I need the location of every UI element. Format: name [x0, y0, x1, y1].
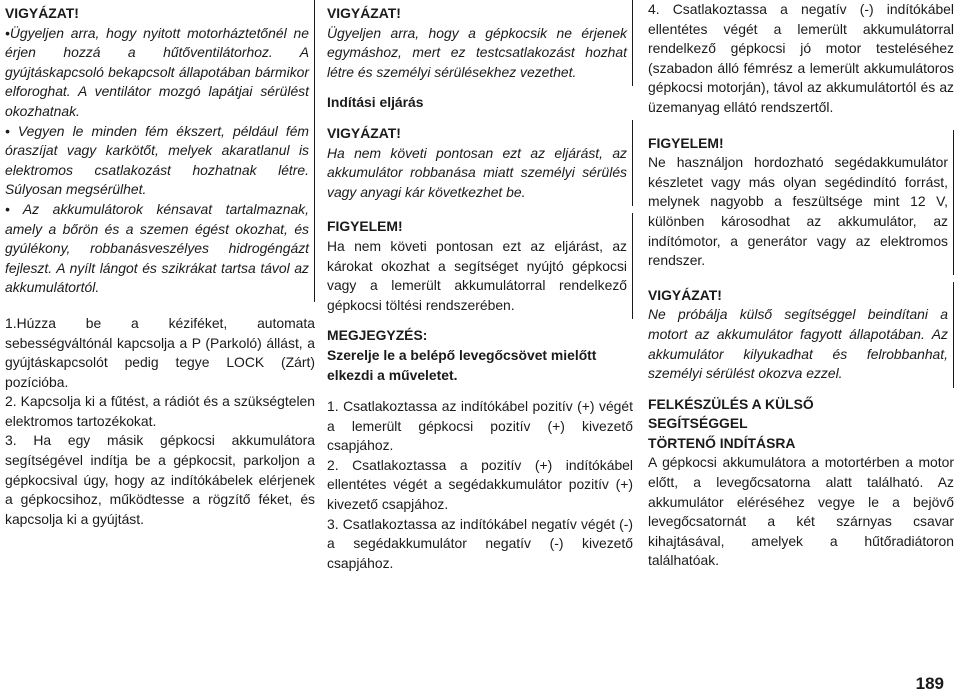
warning-text: Ne próbálja külső segítséggel beindítani a motort az akkumulátor fagyott állapotában. Az akkumulátor kilyukadhat és felrobbanhat, személyi sérülést okozva ezzel.	[648, 306, 948, 382]
warning-text: Ha nem követi pontosan ezt az eljárást, az akkumulátor robbanása miatt személyi sérülés vagy anyagi kár következhet be.	[327, 144, 627, 200]
caution-heading: FIGYELEM!	[327, 218, 403, 235]
step-1: 1. Csatlakoztassa az indítókábel pozitív (+) végét a lemerült gépkocsi pozitív (+) kivezető csapjához.	[327, 398, 633, 454]
warning-heading: VIGYÁZAT!	[327, 124, 401, 141]
page-number: 189	[915, 674, 944, 693]
note-text: Szerelje le a belépő levegőcsövet mielőtt elkezdi a műveletet.	[327, 346, 597, 383]
section-heading-line: FELKÉSZÜLÉS A KÜLSŐ	[648, 395, 814, 412]
section-heading-line: SEGÍTSÉGGEL	[648, 415, 748, 432]
warning-heading: VIGYÁZAT!	[648, 286, 722, 303]
section-heading-line: TÖRTENŐ INDÍTÁSRA	[648, 434, 796, 451]
warning-text: Ügyeljen arra, hogy a gépkocsik ne érjenek egymáshoz, mert ez testcsatlakozást hozhat létre és személyi sérülésekhez vezethet.	[327, 24, 627, 80]
step-2: 2. Kapcsolja ki a fűtést, a rádiót és a szükségtelen elektromos tartozékokat.	[5, 393, 315, 429]
caution-text: Ne használjon hordozható segédakkumulátor készletet vagy más olyan segédindító forrást, melynek nagyobb a feszültsége mint 12 V, különben károsodhat az akkumulátor, az indítómotor, a generátor vagy az elektromos rendszer.	[648, 154, 948, 269]
step-4: 4. Csatlakoztassa a negatív (-) indítókábel ellentétes végét a lemerült akkumulátorral rendelkező gépkocsi jó motor testeléséhez (szabadon álló fémrész a lemerült akkumulátoros gépkocsi motorján), távol az akkumulátortól és az üzemanyag ellátó rendszertől.	[648, 1, 954, 115]
column-middle	[327, 0, 633, 573]
caution-box	[327, 213, 633, 319]
step-2: 2. Csatlakoztassa a pozitív (+) indítókábel ellentétes végét a segédakkumulátor pozitív (+) kivezető csapjához.	[327, 456, 633, 513]
section-heading: Indítási eljárás	[327, 94, 424, 111]
step-1: 1.Húzza be a kéziféket, automata sebességváltónál kapcsolja a P (Parkoló) állást, a gyújtáskapcsolót pedig tegye LOCK (Zárt) pozícióba.	[5, 314, 315, 390]
body-text: A gépkocsi akkumulátora a motortérben a motor előtt, a levegőcsatorna alatt található. Az akkumulátor eléréséhez vegye le a bejövő levegőcsatornát a két szárnyas csavar kihajtásával, amelyek a hűtőradiátoron találhatóak.	[648, 454, 954, 569]
warning-heading: VIGYÁZAT!	[5, 5, 79, 21]
note-heading: MEGJEGYZÉS:	[327, 327, 428, 344]
caution-heading: FIGYELEM!	[648, 134, 724, 151]
warning-heading: VIGYÁZAT!	[327, 5, 401, 21]
column-left	[5, 0, 315, 529]
caution-box	[648, 130, 954, 275]
warning-box	[648, 282, 954, 388]
warning-box	[327, 0, 633, 86]
warning-item: •Ügyeljen arra, hogy nyitott motorháztetőnél ne érjen hozzá a hűtőventilátorhoz. A gyújtáskapcsoló bekapcsolt állapotában bármikor elforoghat. A ventilátor mozgó lapátjai sérülést okozhatnak.	[5, 24, 309, 119]
caution-text: Ha nem követi pontosan ezt az eljárást, az károkat okozhat a segítséget nyújtó gépkocsi vagy a lemerült akkumulátorral rendelkező gépkocsi töltési rendszerében.	[327, 237, 627, 313]
warning-box	[327, 120, 633, 206]
step-3: 3. Csatlakoztassa az indítókábel negatív végét (-) a segédakkumulátor negatív (-) kivezető csapjához.	[327, 515, 633, 571]
warning-item: • Az akkumulátorok kénsavat tartalmaznak, amely a bőrön és a szemen égést okozhat, és gyúlékony, robbanásveszélyes hidrogéngázt fejleszt. A nyílt lángot és szikrákat tartsa távol az akkumulátortól.	[5, 200, 309, 296]
warning-box	[5, 0, 315, 302]
step-3: 3. Ha egy másik gépkocsi akkumulátora segítségével indítja be a gépkocsit, parkoljon a gépkocsival úgy, hogy az indítókábelek elérjenek a gépkocsihoz, működtesse a rögzítő féket, és kapcsolja ki a gyújtást.	[5, 432, 315, 527]
warning-item: • Vegyen le minden fém ékszert, például fém óraszíjat vagy karkötőt, melyek akaratlanul is elektromos csatlakozást hozhatnak létre. Súlyosan megsérülhet.	[5, 122, 309, 198]
column-right	[648, 0, 954, 571]
